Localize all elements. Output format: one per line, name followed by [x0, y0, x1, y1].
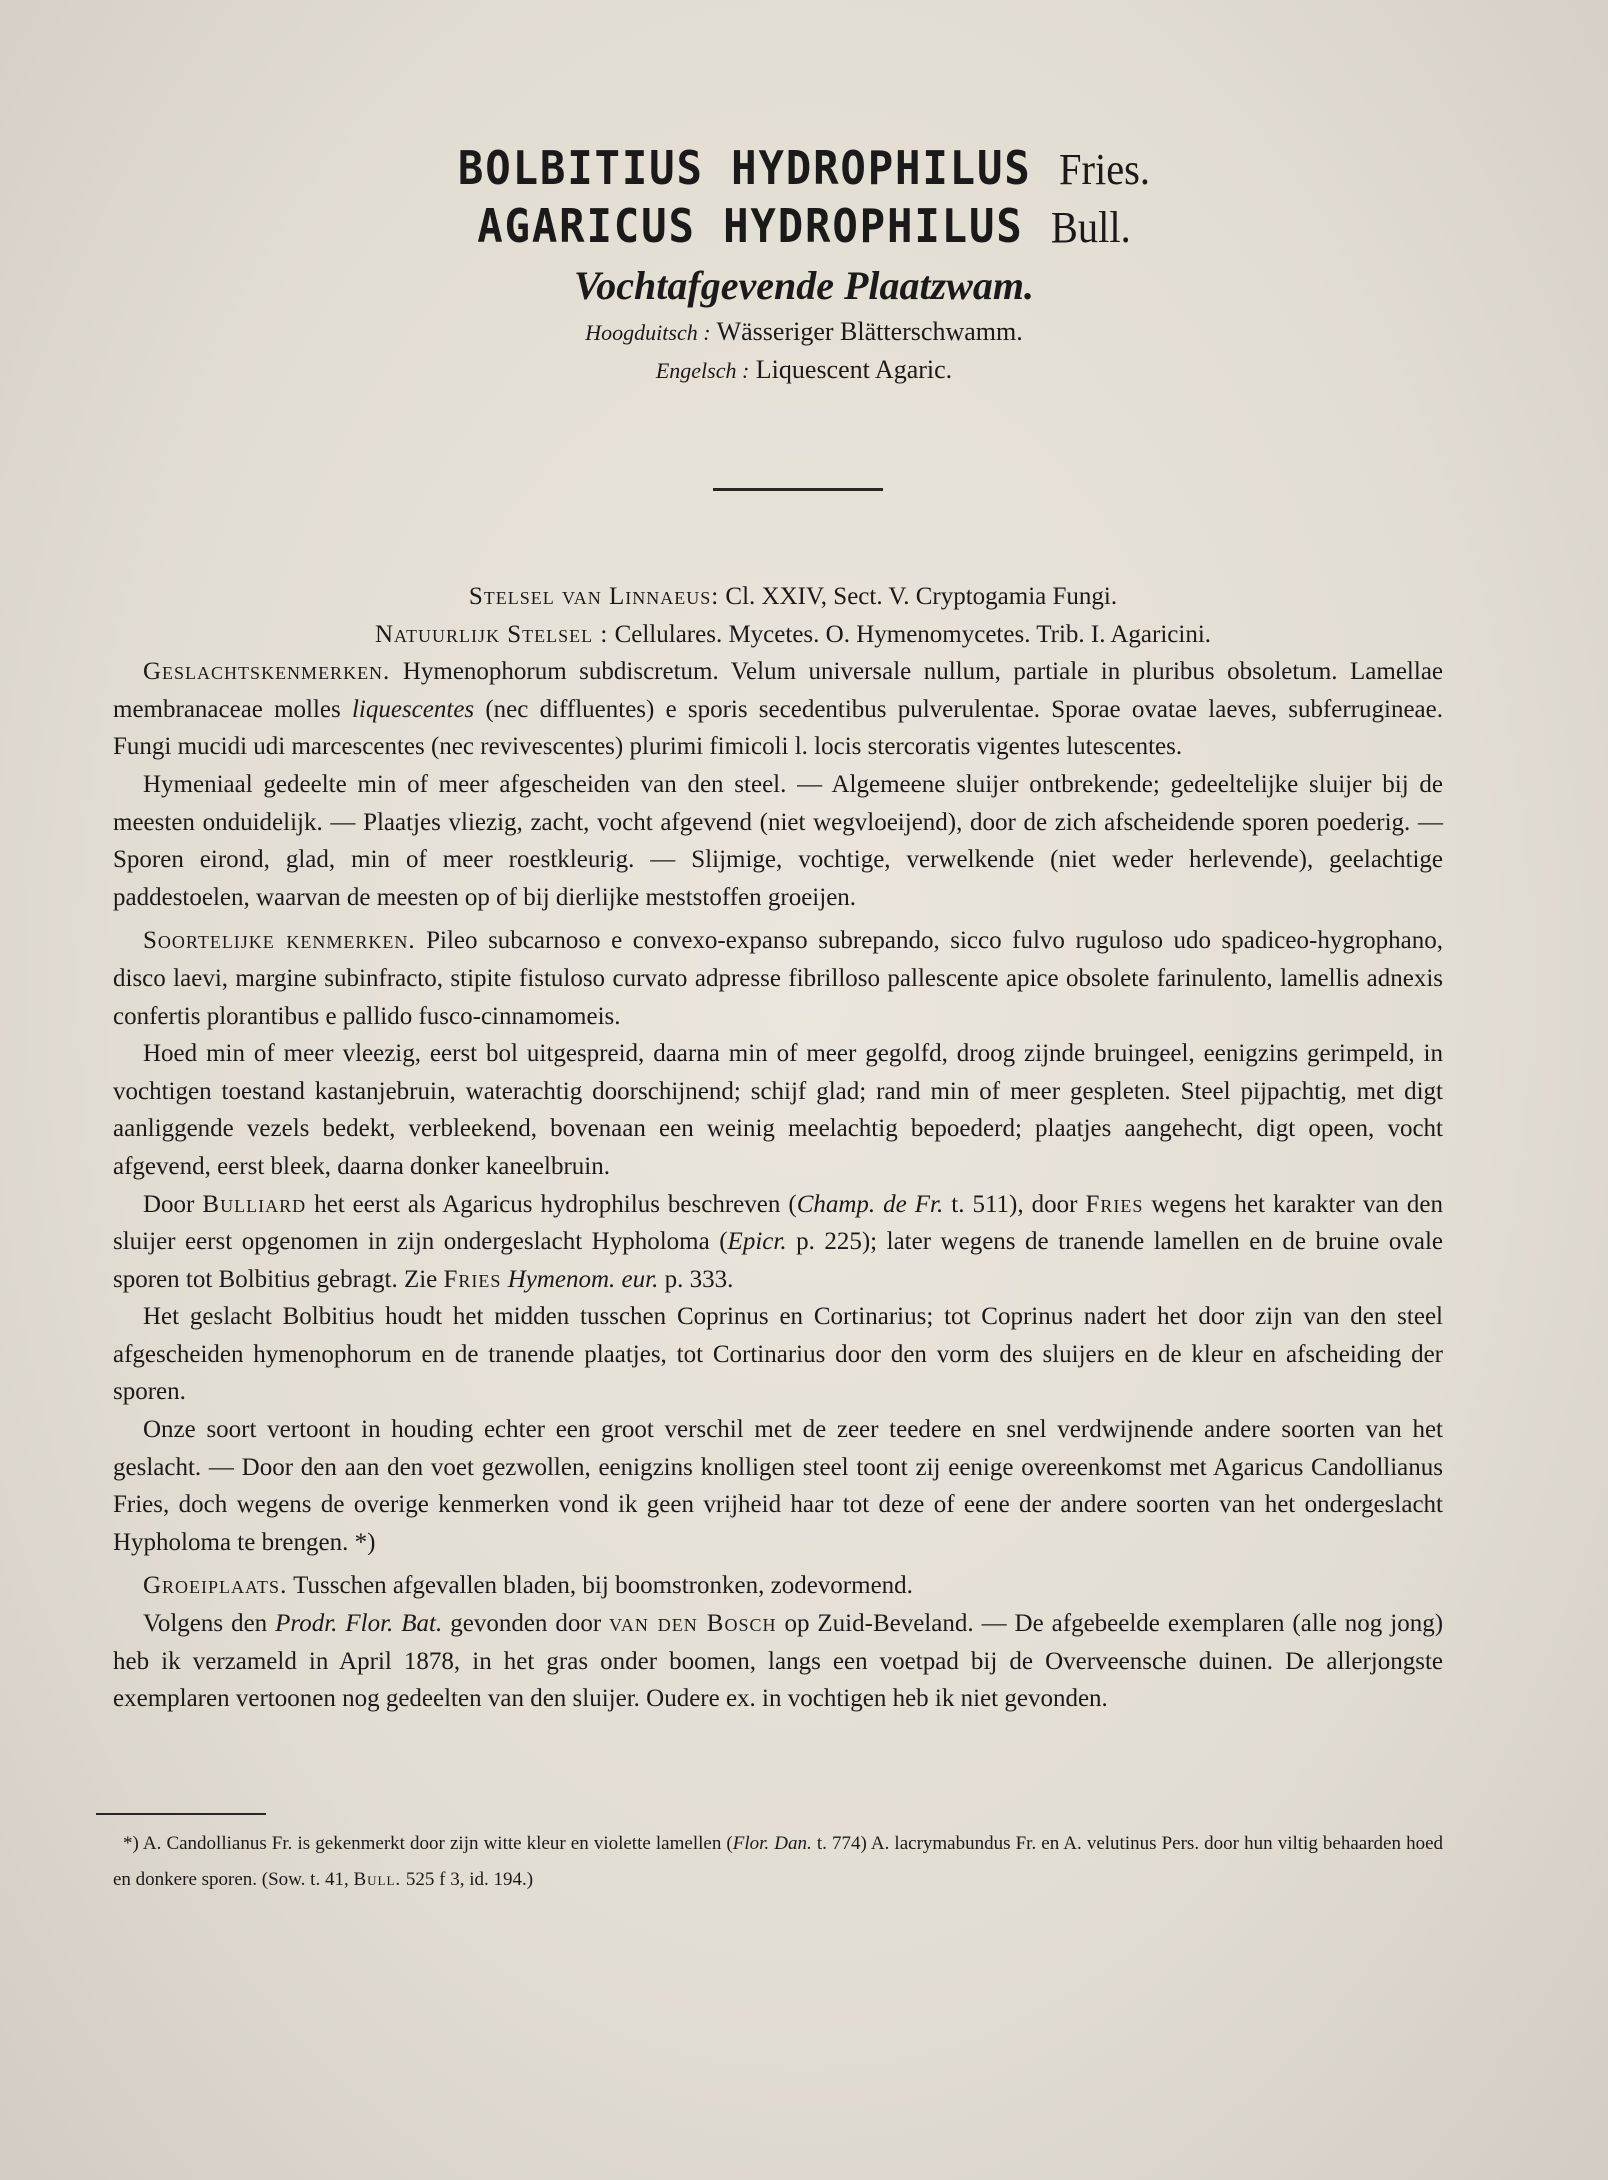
habitat-p-c: op Zuid-Beveland. — De afgebeelde exemplaren (alle nog jong) heb ik verzameld in April 1878, in het gras onder boomen, langs een voetpad bij de Overveensche duinen. De allerjongste exemplaren vertoonen nog gedeelten van den sluijer. Oudere ex. in vochtigen heb ik niet gevonden. [113, 1610, 1444, 1713]
linnaeus-text: Cl. XXIV, Sect. V. Cryptogamia Fungi. [725, 583, 1118, 610]
habitat [113, 1567, 1443, 1605]
german-name: Wässeriger Blätterschwamm. [716, 317, 1023, 346]
dutch-name: Vochtafgevende Plaatzwam. [574, 263, 1034, 308]
history-p1-b: het eerst als Agaricus hydrophilus beschreven ( [314, 1190, 797, 1218]
genus-latin [113, 653, 1443, 766]
footnote-c: 525 f 3, id. 194.) [405, 1869, 534, 1890]
english-label: Engelsch : [655, 358, 750, 383]
natural-system [113, 616, 1443, 654]
linnaeus-label: Stelsel van Linnaeus: [468, 583, 720, 610]
history-p2: Het geslacht Bolbitius houdt het midden tusschen Coprinus en Cortinarius; tot Coprinus nadert het door zijn van den steel afgescheiden hymenophorum en de tranende plaatjes, tot Cortinarius door den vorm des sluijers en de kleur en afscheiding der sporen. [113, 1303, 1443, 1406]
history-p1-e: p. 225); later wegens de tranende lamellen en de bruine ovale sporen tot Bolbitius gebragt. Zie [113, 1228, 1443, 1293]
genus-latin-c: (nec diffluentes) e sporis secedentibus pulverulentae. Sporae ovatae laeves, subferrugineae. Fungi mucidi udi marcescentes (nec revivescentes) plurimi fimicoli l. locis stercoratis vigentes lutescentes. [113, 695, 1443, 761]
ref-champ-de-fr: Champ. de Fr. [796, 1190, 944, 1218]
author-van-den-bosch: van den Bosch [609, 1610, 777, 1638]
genus-latin-b: liquescentes [351, 695, 475, 723]
ref-hymenom-eur: Hymenom. eur. [507, 1265, 659, 1293]
footnote-a: *) A. Candollianus Fr. is gekenmerkt door zijn witte kleur en violette lamellen ( [123, 1833, 733, 1854]
habitat-paragraph [113, 1605, 1443, 1718]
history-p1-f: p. 333. [664, 1265, 734, 1293]
footnote-b: t. 774) A. lacrymabundus Fr. en A. velutinus Pers. door hun viltig behaarden hoed en donkere sporen. (Sow. t. 41, [113, 1833, 1444, 1890]
genus-latin-a: Hymenophorum subdiscretum. Velum universale nullum, partiale in pluribus obsoletum. Lamellae membranaceae molles [113, 658, 1444, 723]
german-label: Hoogduitsch : [585, 320, 711, 345]
linnaeus-system [113, 578, 1443, 616]
natural-label: Natuurlijk Stelsel : [374, 620, 609, 648]
natural-text: Cellulares. Mycetes. O. Hymenomycetes. Trib. I. Agaricini. [614, 620, 1212, 648]
history-p3: Onze soort vertoont in houding echter een groot verschil met de zeer teedere en snel verdwijnende andere soorten van het geslacht. — Door den aan den voet gezwollen, eenigzins knolligen steel toont zij eenige overeenkomst met Agaricus Candollianus Fries, doch wegens de overige kenmerken vond ik geen vrijheid haar tot deze of eene der andere soorten van het ondergeslacht Hypholoma te brengen. *) [113, 1416, 1443, 1556]
author-fries: Fries [1085, 1190, 1144, 1218]
title-bolbitius [64, 140, 1543, 198]
species-label: Soortelijke kenmerken. [143, 927, 416, 955]
habitat-p-b: gevonden door [450, 1610, 602, 1638]
ref-flor-dan: Flor. Dan. [732, 1833, 812, 1854]
genus-dutch: Hymeniaal gedeelte min of meer afgescheiden van den steel. — Algemeene sluijer ontbrekende; gedeeltelijke sluijer bij de meesten onduidelijk. — Plaatjes vliezig, zacht, vocht afgevend (niet wegvloeijend), door de zich afscheidende sporen poederig. — Sporen eirond, glad, min of meer roestkleurig. — Slijmige, vochtige, verwelkende (niet weder herlevende), geelachtige paddestoelen, waarvan de meesten op of bij dierlijke meststoffen groeijen. [113, 770, 1443, 911]
author-bull: Bull. [353, 1869, 402, 1890]
footnote-divider [96, 1813, 266, 1815]
title-bolbitius-name: BOLBITIUS HYDROPHILUS [457, 141, 1032, 195]
header [0, 140, 1608, 385]
species-latin [113, 922, 1443, 1035]
genus-label: Geslachtskenmerken. [143, 658, 391, 686]
history-p1-d: wegens het karakter van den sluijer eerst opgenomen in zijn ondergeslacht Hypholoma ( [113, 1190, 1444, 1256]
english-name-line [0, 355, 1608, 385]
title-agaricus [64, 198, 1543, 256]
habitat-label: Groeiplaats. [143, 1572, 288, 1600]
history-p1 [113, 1186, 1443, 1299]
german-name-line [0, 317, 1608, 347]
history-p1-a: Door [143, 1190, 195, 1218]
history-p1-c: t. 511), door [951, 1190, 1078, 1218]
title-divider [713, 488, 883, 491]
ref-prodr-flor-bat: Prodr. Flor. Bat. [275, 1610, 443, 1638]
body-text [113, 578, 1443, 1718]
footnote [113, 1826, 1443, 1898]
author-fries-2: Fries [443, 1265, 502, 1293]
title-agaricus-author: Bull. [1050, 203, 1131, 252]
species-latin-text: Pileo subcarnoso e convexo-expanso subrepando, sicco fulvo ruguloso udo spadiceo-hygrophano, disco laevi, margine subinfracto, stipite fistuloso curvato adpresse fibrilloso pallescente apice obsolete farinulento, lamellis adnexis confertis plorantibus e pallido fusco-cinnamomeis. [113, 927, 1443, 1030]
ref-epicr: Epicr. [727, 1228, 787, 1256]
english-name: Liquescent Agaric. [755, 355, 953, 384]
title-bolbitius-author: Fries. [1058, 145, 1151, 194]
author-bulliard: Bulliard [202, 1190, 307, 1218]
species-dutch: Hoed min of meer vleezig, eerst bol uitgespreid, daarna min of meer gegolfd, droog zijnde bruingeel, eenigzins gerimpeld, in vochtigen toestand kastanjebruin, waterachtig doorschijnend; schijf glad; rand min of meer gespleten. Steel pijpachtig, met digt aanliggende vezels bedekt, verbleekend, bovenaan een weinig meelachtig bepoederd; plaatjes aangehecht, digt opeen, vocht afgevend, eerst bleek, daarna donker kaneelbruin. [113, 1040, 1443, 1180]
title-agaricus-name: AGARICUS HYDROPHILUS [477, 199, 1024, 253]
habitat-text: Tusschen afgevallen bladen, bij boomstronken, zodevormend. [293, 1572, 913, 1600]
habitat-p-a: Volgens den [143, 1610, 268, 1638]
